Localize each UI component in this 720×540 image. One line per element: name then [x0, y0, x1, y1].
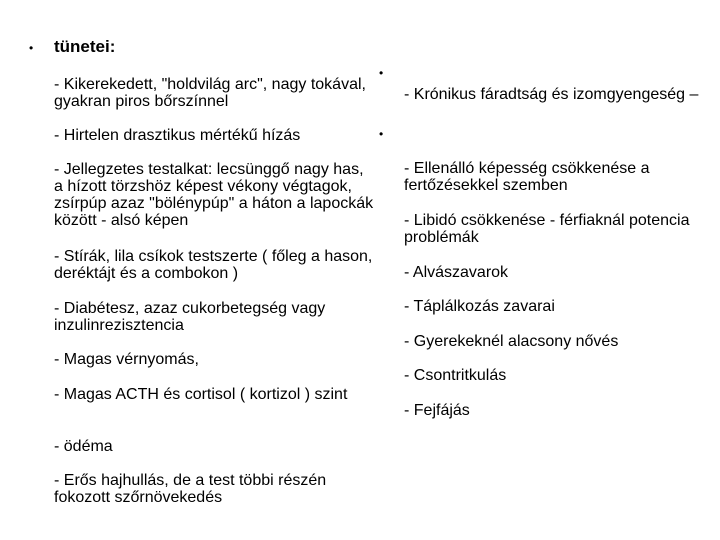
left-list-item-6: - Magas vérnyomás,	[54, 351, 199, 368]
left-list-item-9: - Erős hajhullás, de a test többi részén fokozott szőrnövekedés	[54, 472, 327, 506]
left-list-item-3: - Jellegzetes testalkat: lecsünggő nagy has, a hízott törzshöz képest vékony végtagok, zsírpúp azaz "bölénypúp" a háton a lapockák között - alsó képen	[54, 161, 374, 229]
right-list-item-3: - Libidó csökkenése - férfiaknál potencia problémák	[404, 212, 690, 246]
right-list-item-8: - Fejfájás	[404, 402, 470, 419]
right-list-item-6: - Gyerekeknél alacsony nővés	[404, 333, 619, 350]
left-list-item-5: - Diabétesz, azaz cukorbetegség vagy inzulinrezisztencia	[54, 300, 326, 334]
left-list-item-4: - Stírák, lila csíkok testszerte ( főleg a hason, derékt​ájt és a combokon )	[54, 248, 373, 282]
heading-title: tünetei:	[54, 37, 116, 56]
left-list-item-8: - ödéma	[54, 438, 113, 455]
right-list-item-1: - Krónikus fáradtság és izomgyengeség –	[404, 86, 699, 103]
heading-bullet: •	[29, 41, 34, 55]
right-list-item-2: - Ellenálló képesség csökkenése a fertőzésekkel szemben	[404, 160, 650, 194]
right-list-item-7: - Csontritkulás	[404, 367, 507, 384]
right-list-item-4: - Alvászavarok	[404, 264, 509, 281]
left-list-item-1: - Kikerekedett, "holdvilág arc", nagy tokával, gyakran piros bőrszínnel	[54, 76, 366, 110]
right-bullet-1: •	[379, 66, 384, 80]
right-bullet-2: •	[379, 127, 384, 141]
left-list-item-2: - Hirtelen drasztikus mértékű hízás	[54, 127, 301, 144]
left-list-item-7: - Magas ACTH és cortisol ( kortizol ) szint	[54, 386, 348, 403]
right-list-item-5: - Táplálkozás zavarai	[404, 298, 555, 315]
